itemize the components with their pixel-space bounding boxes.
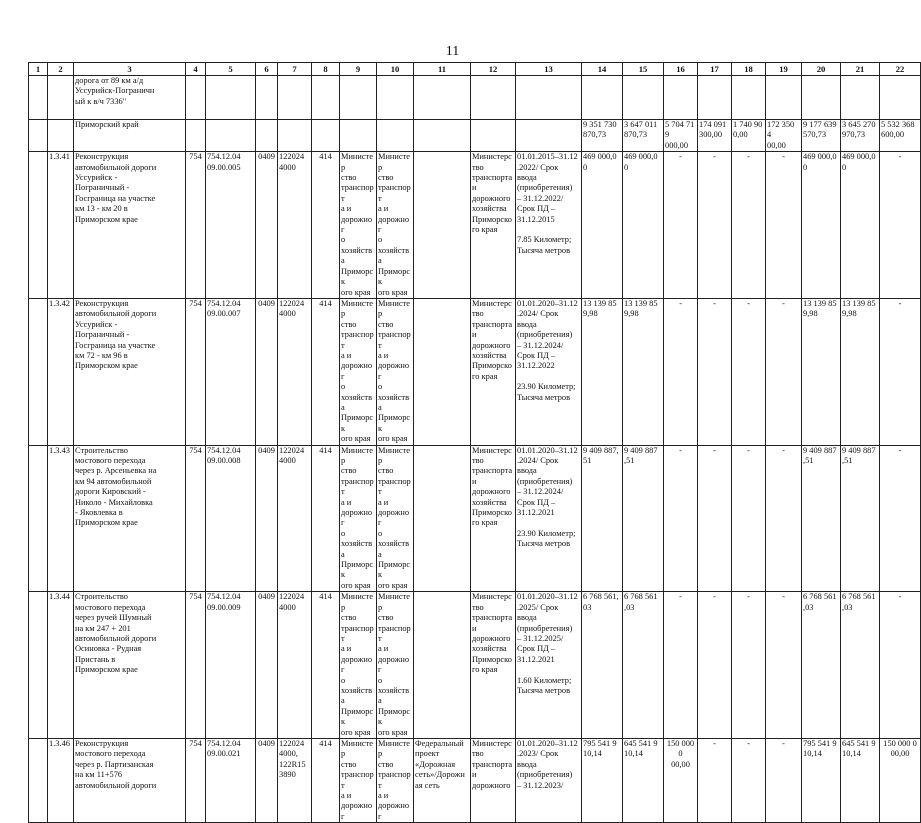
cell xyxy=(206,76,256,120)
continuation-row xyxy=(29,76,921,120)
column-header: 3 xyxy=(74,63,186,76)
region-row xyxy=(29,120,921,152)
cell: 754 xyxy=(186,152,206,299)
cell: 122024 4000 xyxy=(278,445,312,592)
cell: Министерс тво транспорта и дорожного хозяйства Приморско го края xyxy=(471,298,516,445)
cell: 754 xyxy=(186,738,206,822)
cell xyxy=(841,76,880,120)
column-header: 7 xyxy=(278,63,312,76)
cell: 122024 4000 xyxy=(278,152,312,299)
cell: 9 409 887 ,51 xyxy=(841,445,880,592)
cell: Министер ство транспорт а и дорожног о хозяйства Приморск ого края xyxy=(377,152,414,299)
cell xyxy=(186,76,206,120)
cell xyxy=(256,76,278,120)
cell xyxy=(48,120,74,152)
cell: 414 xyxy=(312,592,340,739)
cell xyxy=(516,120,582,152)
cell: - xyxy=(698,152,732,299)
cell: Министерс тво транспорта и дорожного хозяйства Приморско го края xyxy=(471,152,516,299)
cell: - xyxy=(732,298,766,445)
table-row xyxy=(29,298,921,445)
cell: - xyxy=(698,738,732,822)
amount-cell: 1 740 90 0,00 xyxy=(732,120,766,152)
column-header: 9 xyxy=(340,63,377,76)
header-row xyxy=(29,63,921,76)
cell: Министерс тво транспорта и дорожного хозяйства Приморско го края xyxy=(471,445,516,592)
cell: Министер ство транспорт а и дорожног xyxy=(340,738,377,822)
cell: 754.12.04 09.00.008 xyxy=(206,445,256,592)
cell: Министер ство транспорт а и дорожног о хозяйства Приморск ого края xyxy=(377,298,414,445)
amount-cell: 174 091 300,00 xyxy=(698,120,732,152)
object-name-cell: Строительство мостового перехода через р. Арсеньевка на км 94 автомобильной дороги Кировский - Николо - Михайловка - Яковлевка в Приморском крае xyxy=(74,445,186,592)
cell: 6 768 561 ,03 xyxy=(802,592,841,739)
row-number-cell: 1.3.44 xyxy=(48,592,74,739)
cell: 13 139 85 9,98 xyxy=(623,298,664,445)
object-name-cell: Реконструкция мостового перехода через р. Партизанская на км 11+576 автомобильной дороги xyxy=(74,738,186,822)
object-name-cell: дорога от 89 км а/д Уссурийск-Пограничн ый к в/ч 7336" xyxy=(74,76,186,120)
cell: 0409 xyxy=(256,152,278,299)
cell xyxy=(206,120,256,152)
row-number-cell: 1.3.46 xyxy=(48,738,74,822)
column-header: 14 xyxy=(582,63,623,76)
amount-cell: 5 532 368 600,00 xyxy=(880,120,921,152)
column-header: 22 xyxy=(880,63,921,76)
cell: 9 409 887 ,51 xyxy=(802,445,841,592)
cell xyxy=(623,76,664,120)
cell: 01.01.2015–31.12 .2022/ Срок ввода (приобретения) – 31.12.2022/ Срок ПД – 31.12.2015 7.85 Километр; Тысяча метров xyxy=(516,152,582,299)
cell xyxy=(278,76,312,120)
cell: 13 139 85 9,98 xyxy=(841,298,880,445)
cell: 0409 xyxy=(256,738,278,822)
cell xyxy=(414,120,471,152)
amount-cell: 5 704 719 000,00 xyxy=(664,120,698,152)
cell xyxy=(29,445,48,592)
cell: 754 xyxy=(186,592,206,739)
amount-cell: 3 647 011 870,73 xyxy=(623,120,664,152)
cell xyxy=(802,76,841,120)
column-header: 2 xyxy=(48,63,74,76)
cell: 795 541 9 10,14 xyxy=(582,738,623,822)
cell: 01.01.2020–31.12 .2023/ Срок ввода (приобретения) – 31.12.2023/ xyxy=(516,738,582,822)
cell: - xyxy=(766,445,802,592)
cell: - xyxy=(664,152,698,299)
cell: Министерс тво транспорта и дорожного хозяйства Приморско го края xyxy=(471,592,516,739)
cell: Министер ство транспорт а и дорожног о хозяйства Приморск ого края xyxy=(340,592,377,739)
cell: - xyxy=(766,152,802,299)
cell xyxy=(48,76,74,120)
cell xyxy=(278,120,312,152)
cell: 754.12.04 09.00.021 xyxy=(206,738,256,822)
object-name-cell: Строительство мостового перехода через ручей Шумный на км 247 + 201 автомобильной дороги Осиновка - Рудная Пристань в Приморском крае xyxy=(74,592,186,739)
table-row xyxy=(29,152,921,299)
cell xyxy=(414,298,471,445)
column-header: 12 xyxy=(471,63,516,76)
cell: 6 768 561 ,03 xyxy=(841,592,880,739)
cell: 754 xyxy=(186,298,206,445)
cell: 150 000 0 00,00 xyxy=(664,738,698,822)
cell: Министер ство транспорт а и дорожног о хозяйства Приморск ого края xyxy=(377,445,414,592)
cell: 645 541 9 10,14 xyxy=(841,738,880,822)
column-header: 11 xyxy=(414,63,471,76)
cell: 469 000,0 0 xyxy=(623,152,664,299)
cell: 9 409 887, 51 xyxy=(582,445,623,592)
cell: 0409 xyxy=(256,298,278,445)
table-row xyxy=(29,738,921,822)
cell: - xyxy=(880,152,921,299)
cell xyxy=(516,76,582,120)
data-table xyxy=(28,62,921,823)
cell: 414 xyxy=(312,738,340,822)
cell: 645 541 9 10,14 xyxy=(623,738,664,822)
column-header: 21 xyxy=(841,63,880,76)
cell: - xyxy=(880,298,921,445)
column-header: 10 xyxy=(377,63,414,76)
cell: - xyxy=(664,592,698,739)
cell: 13 139 85 9,98 xyxy=(582,298,623,445)
cell: 414 xyxy=(312,152,340,299)
cell: 754.12.04 09.00.005 xyxy=(206,152,256,299)
cell: 469 000,0 0 xyxy=(802,152,841,299)
cell: - xyxy=(664,445,698,592)
object-name-cell: Реконструкция автомобильной дороги Уссурийск - Пограничный - Госграница на участке км 13 - км 20 в Приморском крае xyxy=(74,152,186,299)
cell xyxy=(340,120,377,152)
cell xyxy=(377,76,414,120)
table-row xyxy=(29,445,921,592)
cell: - xyxy=(766,298,802,445)
column-header: 4 xyxy=(186,63,206,76)
amount-cell: 9 177 639 570,73 xyxy=(802,120,841,152)
cell xyxy=(340,76,377,120)
cell: 754.12.04 09.00.007 xyxy=(206,298,256,445)
row-number-cell: 1.3.41 xyxy=(48,152,74,299)
cell xyxy=(414,76,471,120)
cell: - xyxy=(732,152,766,299)
cell xyxy=(377,120,414,152)
cell xyxy=(186,120,206,152)
cell xyxy=(582,76,623,120)
column-header: 20 xyxy=(802,63,841,76)
cell xyxy=(471,120,516,152)
cell: 0409 xyxy=(256,445,278,592)
region-name-cell: Приморский край xyxy=(74,120,186,152)
cell: 414 xyxy=(312,298,340,445)
cell: - xyxy=(664,298,698,445)
cell: - xyxy=(880,445,921,592)
cell: 754.12.04 09.00.009 xyxy=(206,592,256,739)
cell: Министерс тво транспорта и дорожного xyxy=(471,738,516,822)
cell: 01.01.2020–31.12 .2024/ Срок ввода (приобретения) – 31.12.2024/ Срок ПД – 31.12.2022 23.90 Километр; Тысяча метров xyxy=(516,298,582,445)
column-header: 15 xyxy=(623,63,664,76)
cell: 795 541 9 10,14 xyxy=(802,738,841,822)
cell: - xyxy=(732,445,766,592)
cell: Министер ство транспорт а и дорожног о хозяйства Приморск ого края xyxy=(377,592,414,739)
cell xyxy=(766,76,802,120)
cell: - xyxy=(698,592,732,739)
amount-cell: 3 645 270 970,73 xyxy=(841,120,880,152)
cell: 122024 4000 xyxy=(278,298,312,445)
column-header: 8 xyxy=(312,63,340,76)
cell xyxy=(312,120,340,152)
page-number: 11 xyxy=(445,44,460,59)
cell: - xyxy=(698,298,732,445)
cell xyxy=(414,152,471,299)
cell xyxy=(29,76,48,120)
cell: 469 000,0 0 xyxy=(841,152,880,299)
table-row xyxy=(29,592,921,739)
cell xyxy=(29,298,48,445)
cell: Министер ство транспорт а и дорожног xyxy=(377,738,414,822)
row-number-cell: 1.3.42 xyxy=(48,298,74,445)
cell: 122024 4000, 122R15 3890 xyxy=(278,738,312,822)
amount-cell: 172 350 4 00,00 xyxy=(766,120,802,152)
cell xyxy=(664,76,698,120)
cell xyxy=(29,738,48,822)
cell xyxy=(29,152,48,299)
cell: Министер ство транспорт а и дорожног о хозяйства Приморск ого края xyxy=(340,298,377,445)
column-header: 16 xyxy=(664,63,698,76)
column-header: 17 xyxy=(698,63,732,76)
cell: - xyxy=(766,592,802,739)
object-name-cell: Реконструкция автомобильной дороги Уссурийск - Пограничный - Госграница на участке км 72 - км 96 в Приморском крае xyxy=(74,298,186,445)
cell: 6 768 561, 03 xyxy=(582,592,623,739)
cell: 414 xyxy=(312,445,340,592)
cell: 0409 xyxy=(256,592,278,739)
cell: - xyxy=(732,592,766,739)
cell xyxy=(312,76,340,120)
row-number-cell: 1.3.43 xyxy=(48,445,74,592)
cell: 01.01.2020–31.12 .2024/ Срок ввода (приобретения) – 31.12.2024/ Срок ПД – 31.12.2021 23.90 Километр; Тысяча метров xyxy=(516,445,582,592)
column-header: 1 xyxy=(29,63,48,76)
cell: Министер ство транспорт а и дорожног о хозяйства Приморск ого края xyxy=(340,445,377,592)
column-header: 13 xyxy=(516,63,582,76)
cell: - xyxy=(766,738,802,822)
cell: 01.01.2020–31.12 .2025/ Срок ввода (приобретения) – 31.12.2025/ Срок ПД – 31.12.2021 1.60 Километр; Тысяча метров xyxy=(516,592,582,739)
cell xyxy=(414,592,471,739)
cell: 469 000,0 0 xyxy=(582,152,623,299)
cell xyxy=(880,76,921,120)
amount-cell: 9 351 730 870,73 xyxy=(582,120,623,152)
cell: Федеральный проект «Дорожная сеть»/Дорожн ая сеть xyxy=(414,738,471,822)
cell: 122024 4000 xyxy=(278,592,312,739)
cell: 9 409 887 ,51 xyxy=(623,445,664,592)
cell: Министер ство транспорт а и дорожног о хозяйства Приморск ого края xyxy=(340,152,377,299)
cell: - xyxy=(698,445,732,592)
cell: 150 000 0 00,00 xyxy=(880,738,921,822)
column-header: 18 xyxy=(732,63,766,76)
cell xyxy=(732,76,766,120)
cell: 754 xyxy=(186,445,206,592)
column-header: 5 xyxy=(206,63,256,76)
cell: - xyxy=(880,592,921,739)
cell xyxy=(698,76,732,120)
cell xyxy=(29,120,48,152)
cell: 13 139 85 9,98 xyxy=(802,298,841,445)
cell: 6 768 561 ,03 xyxy=(623,592,664,739)
column-header: 6 xyxy=(256,63,278,76)
cell xyxy=(29,592,48,739)
cell xyxy=(414,445,471,592)
cell xyxy=(471,76,516,120)
column-header: 19 xyxy=(766,63,802,76)
cell: - xyxy=(732,738,766,822)
cell xyxy=(256,120,278,152)
